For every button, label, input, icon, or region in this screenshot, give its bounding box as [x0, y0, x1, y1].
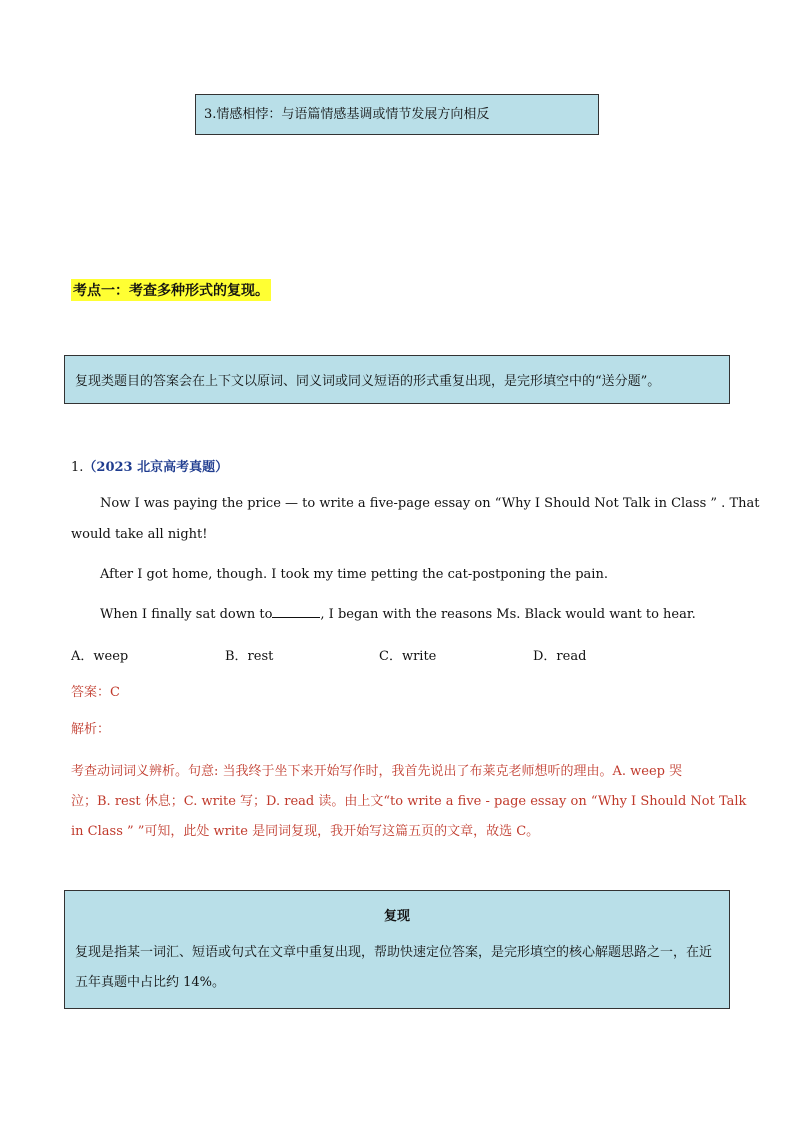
passage-text: When I finally sat down to: [100, 607, 273, 622]
option-c: C．write: [379, 649, 437, 664]
question-number: 1.: [71, 460, 84, 475]
summary-body: 复现是指某一词汇、短语或句式在文章中重复出现，帮助快速定位答案，是完形填空的核心解题思路之一，在近五年真题中占比约 14%。: [75, 945, 713, 990]
tip-text: 复现类题目的答案会在上下文以原词、同义词或同义短语的形式重复出现，是完形填空中的“送分题”。: [75, 374, 661, 389]
top-note-box: [195, 94, 599, 135]
passage-line: Now I was paying the price — to write a five-page essay on “Why I Should Not Talk in Class ” . That: [100, 496, 760, 511]
question-header: [71, 456, 228, 475]
tip-box: [64, 355, 730, 404]
analysis-line: in Class ” ”可知，此处 write 是同词复现，我开始写这篇五页的文章，故选 C。: [71, 824, 540, 839]
summary-box: [64, 890, 730, 1009]
section-heading: 考点一：考查多种形式的复现。: [71, 279, 271, 301]
summary-title: 复现: [383, 909, 410, 924]
answer-blank: [272, 606, 320, 618]
option-d: D．read: [533, 649, 587, 664]
answer-text: 答案：C: [71, 685, 120, 700]
option-b: B．rest: [225, 649, 274, 664]
analysis-line: 泣；B. rest 休息；C. write 写；D. read 读。由上文“to write a five - page essay on “Why I Should Not Talk: [71, 794, 747, 809]
passage-line: After I got home, though. I took my time petting the cat-postponing the pain.: [100, 567, 608, 582]
analysis-line: 考查动词词义辨析。句意: 当我终于坐下来开始写作时，我首先说出了布莱克老师想听的理由。A. weep 哭: [71, 764, 683, 779]
analysis-label: 解析：: [71, 722, 111, 737]
passage-line: would take all night!: [71, 527, 208, 542]
top-note-text: 3.情感相悖：与语篇情感基调或情节发展方向相反: [204, 107, 490, 122]
question-source: （2023 北京高考真题）: [83, 460, 229, 475]
passage-text: , I began with the reasons Ms. Black would want to hear.: [320, 607, 696, 622]
passage-line: [100, 606, 696, 622]
option-a: A．weep: [71, 649, 129, 664]
